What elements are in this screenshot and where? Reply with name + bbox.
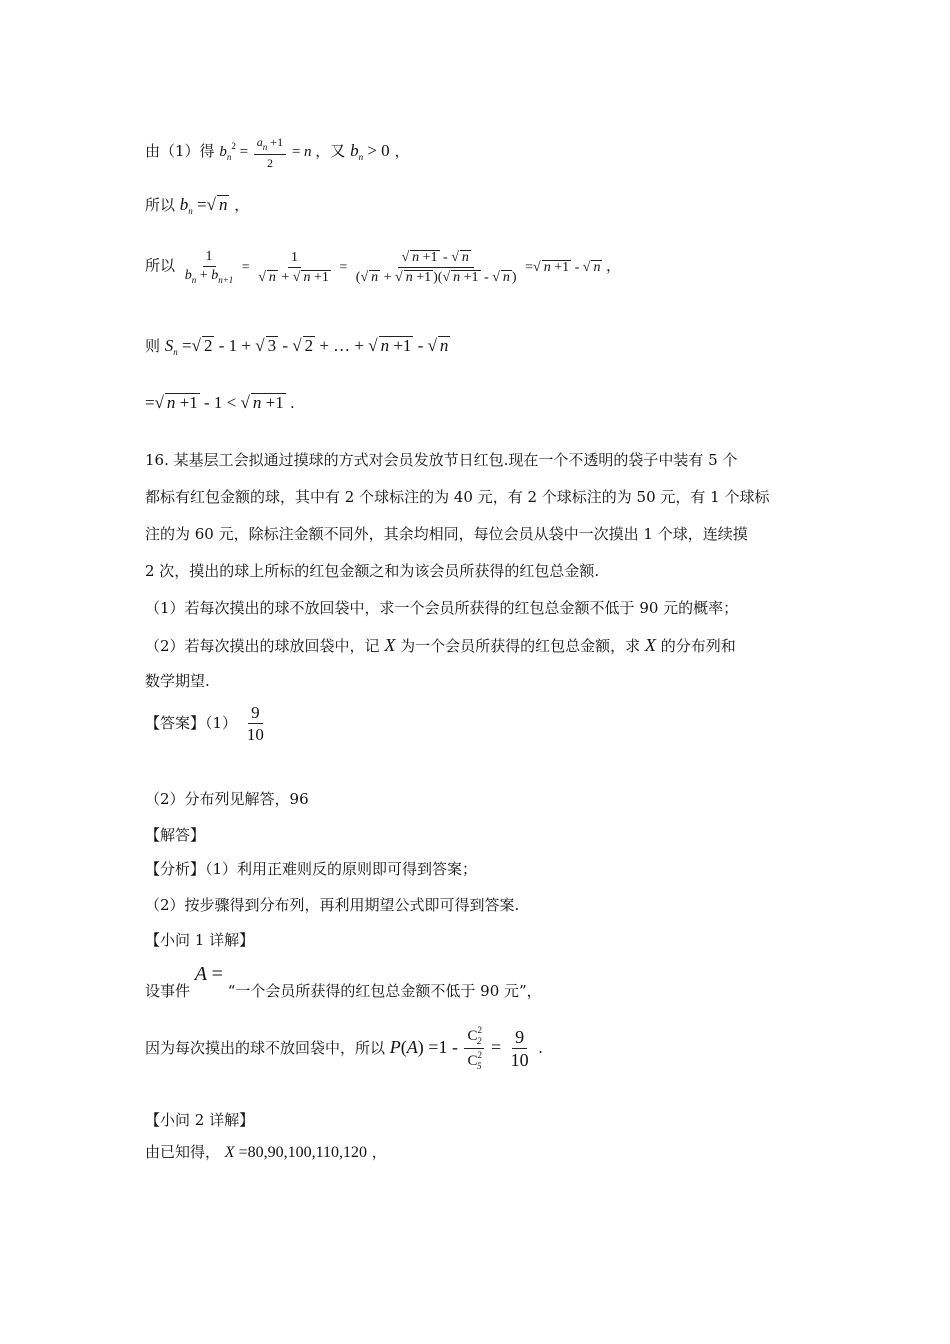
question-16-line-3: 注的为 60 元，除标注金额不同外，其余均相同，每位会员从袋中一次摸出 1 个球，连续摸 xyxy=(145,525,748,543)
text: 因为每次摸出的球不放回袋中，所以 xyxy=(145,1039,386,1057)
question-16-line-4: 2 次，摸出的球上所标的红包金额之和为该会员所获得的红包总金额. xyxy=(145,562,600,580)
formula: $S_n$ =√ 2 - 1 + √ 3 - √ 2 + … + √ n +1 - √ n xyxy=(164,336,449,357)
formula: X =80,90,100,110,120 xyxy=(224,1144,368,1161)
subquestion-1-heading: 【小问 1 详解】 xyxy=(145,931,255,949)
question-16-line-2: 都标有红包金额的球，其中有 2 个球标注的为 40 元，有 2 个球标注的为 50 元，有 1 个球标 xyxy=(145,488,770,506)
text: “一个会员所获得的红包总金额不低于 90 元”， xyxy=(227,982,542,1000)
formula: $b_n$ =√ n xyxy=(179,195,228,216)
text: ， xyxy=(394,141,410,160)
event-line xyxy=(145,963,542,1000)
solution-heading: 【解答】 xyxy=(145,826,206,844)
formula: $b_n^2$ = $\frac{a_n +1}{2}$ = n xyxy=(219,135,312,170)
answer-label: 【答案】（1） xyxy=(145,714,238,732)
known-line xyxy=(145,1145,387,1161)
text: 所以 xyxy=(145,196,176,214)
text: 设事件 xyxy=(145,982,191,1000)
analysis-1: 【分析】（1）利用正难则反的原则即可得到答案； xyxy=(145,860,478,878)
probability-line xyxy=(145,1026,543,1071)
text: . xyxy=(538,1039,543,1057)
text: 则 xyxy=(145,337,161,355)
question-16-part-1: （1）若每次摸出的球不放回袋中，求一个会员所获得的红包总金额不低于 90 元的概率； xyxy=(145,599,739,617)
variable-x: X xyxy=(384,635,396,655)
variable-x: X xyxy=(644,635,656,655)
question-16-line-1: 16. 某基层工会拟通过摸球的方式对会员发放节日红包.现在一个不透明的袋子中装有 5 个 xyxy=(145,451,738,469)
line-5 xyxy=(145,393,295,411)
subquestion-2-heading: 【小问 2 详解】 xyxy=(145,1111,255,1129)
answer-fraction: $\frac{9}{10}$ xyxy=(246,703,264,744)
formula: $b_n > 0$ xyxy=(350,140,390,162)
text: 由已知得， xyxy=(145,1143,221,1161)
line-2 xyxy=(145,195,249,216)
text: 的分布列和 xyxy=(660,637,736,655)
answer-2: （2）分布列见解答，96 xyxy=(145,790,309,808)
formula: A = xyxy=(194,963,223,985)
question-16-part-2 xyxy=(145,636,736,654)
text: 由（1）得 xyxy=(145,141,215,160)
text: ， xyxy=(371,1143,387,1161)
question-16-line-7: 数学期望. xyxy=(145,672,210,690)
text: . xyxy=(289,394,295,412)
text: 为一个会员所获得的红包总金额，求 xyxy=(400,637,641,655)
text: ， xyxy=(605,256,621,275)
line-4 xyxy=(145,336,450,357)
text: 所以 xyxy=(145,256,176,275)
text: ，又 xyxy=(315,141,346,160)
answer-line xyxy=(145,704,269,743)
formula: P(A) =1 - $\frac{C^2_2}{C^2_5}$ = $\frac{9}{10}$ xyxy=(389,1025,529,1071)
analysis-2: （2）按步骤得到分布列，再利用期望公式即可得到答案. xyxy=(145,896,520,914)
formula: $\frac{1}{b_n + b_{n+1}}$ = $\frac{1}{√ n + √ n +1}$ = $\frac{√ n +1 - √ n}{(√ n + √ n +1 )(√ n +1 - √ n )}$ =√ n +1 - √ n xyxy=(184,249,601,285)
text: （2）若每次摸出的球放回袋中，记 xyxy=(145,637,380,655)
line-1 xyxy=(145,136,409,169)
formula: =√ n +1 - 1 < √ n +1 xyxy=(145,393,284,412)
line-3 xyxy=(145,250,621,285)
text: ， xyxy=(234,196,250,214)
